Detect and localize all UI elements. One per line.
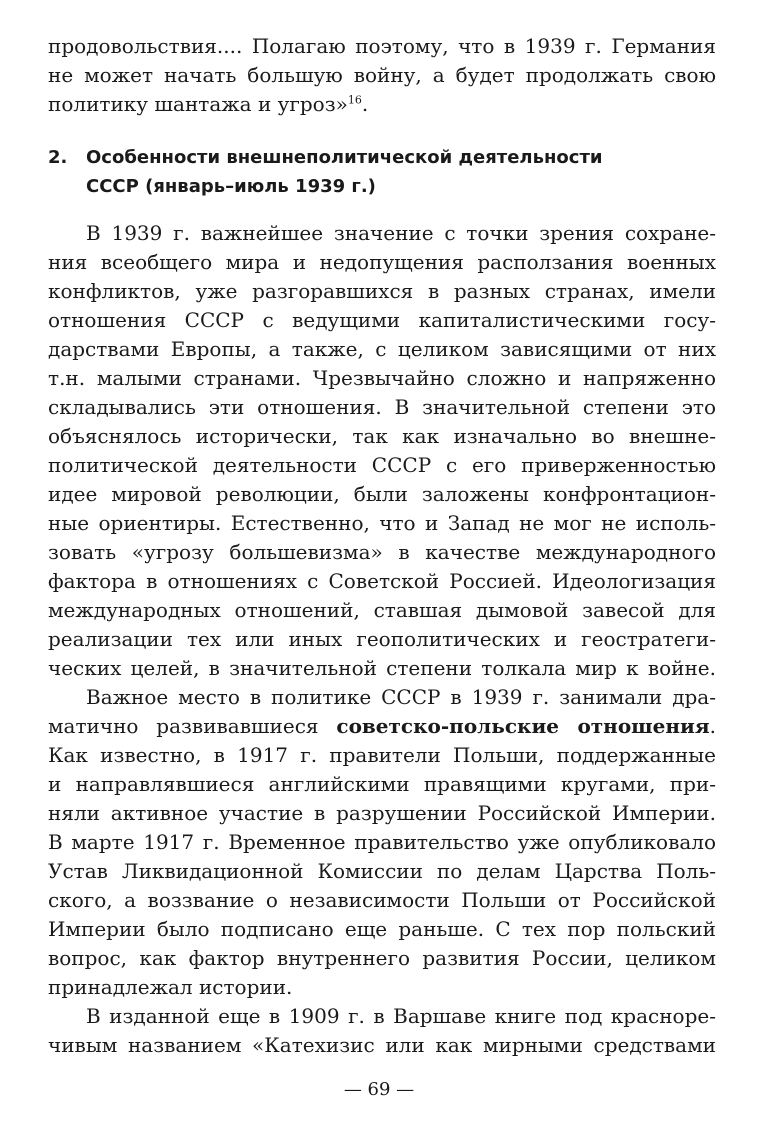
- page-number: — 69 —: [343, 1079, 415, 1100]
- para3-line: чивым названием «Катехизис или как мирными средствами: [48, 1033, 716, 1057]
- para2-line: вопрос, как фактор внутреннего развития России, целиком: [48, 946, 716, 970]
- para1-line: фактора в отношениях с Советской Россией. Идеологизация: [48, 569, 716, 593]
- para2-line: Как известно, в 1917 г. правители Польши, поддержанные: [48, 743, 716, 767]
- para2-line-2-start: матично развивавшиеся: [48, 714, 337, 738]
- para2-line-2: [48, 712, 716, 740]
- para2-line-1: Важное место в политике СССР в 1939 г. занимали дра-: [86, 685, 716, 709]
- para1-line: объяснялось исторически, так как изначально во внешне-: [48, 424, 716, 448]
- footnote-ref[interactable]: 16: [347, 93, 362, 107]
- para1-line: ческих целей, в значительной степени толкала мир к войне.: [48, 656, 716, 680]
- intro-line-3-text: политику шантажа и угроз»: [48, 92, 348, 116]
- para1-line: т.н. малыми странами. Чрезвычайно сложно и напряженно: [48, 366, 716, 390]
- para1-line: реализации тех или иных геополитических и геостратеги-: [48, 627, 716, 651]
- para1-line: отношения СССР с ведущими капиталистическими госу-: [48, 308, 716, 332]
- intro-line-3-end: .: [361, 92, 369, 116]
- section-heading: [48, 144, 716, 172]
- intro-line-3: [48, 90, 716, 118]
- para2-line: Устав Ликвидационной Комиссии по делам Царства Поль-: [48, 859, 716, 883]
- para1-line: ные ориентиры. Естественно, что и Запад не мог не исполь-: [48, 511, 716, 535]
- para1-line: В 1939 г. важнейшее значение с точки зрения сохране-: [86, 221, 716, 245]
- section-title-line-1: Особенности внешнеполитической деятельности: [86, 147, 603, 168]
- para1-line: дарствами Европы, а также, с целиком зависящими от них: [48, 337, 716, 361]
- para2-line: В марте 1917 г. Временное правительство уже опубликовало: [48, 830, 716, 854]
- intro-line-1: продовольствия.... Полагаю поэтому, что в 1939 г. Германия: [48, 34, 716, 58]
- section-title-line-2: СССР (январь–июль 1939 г.): [86, 176, 376, 197]
- para1-line: политической деятельности СССР с его приверженностью: [48, 453, 716, 477]
- para2-line: принадлежал истории.: [48, 975, 293, 999]
- section-number: 2.: [48, 147, 68, 168]
- intro-line-2: не может начать большую войну, а будет продолжать свою: [48, 63, 716, 87]
- para1-line: конфликтов, уже разгоравшихся в разных странах, имели: [48, 279, 716, 303]
- para2-line: и направлявшиеся английскими правящими кругами, при-: [48, 772, 716, 796]
- para1-line: зовать «угрозу большевизма» в качестве международного: [48, 540, 716, 564]
- para2-bold-term: советско-польские отношения: [336, 714, 710, 738]
- para1-line: складывались эти отношения. В значительной степени это: [48, 395, 716, 419]
- para2-line: Империи было подписано еще раньше. С тех пор польский: [48, 917, 716, 941]
- para3-line: В изданной еще в 1909 г. в Варшаве книге под красноре-: [86, 1004, 716, 1028]
- para2-line-2-end: .: [709, 714, 716, 738]
- para1-line: международных отношений, ставшая дымовой завесой для: [48, 598, 716, 622]
- para1-line: идее мировой революции, были заложены конфронтацион-: [48, 482, 716, 506]
- para2-line: ского, а воззвание о независимости Польши от Российской: [48, 888, 716, 912]
- para2-line: няли активное участие в разрушении Российской Империи.: [48, 801, 716, 825]
- para1-line: ния всеобщего мира и недопущения расползания военных: [48, 250, 716, 274]
